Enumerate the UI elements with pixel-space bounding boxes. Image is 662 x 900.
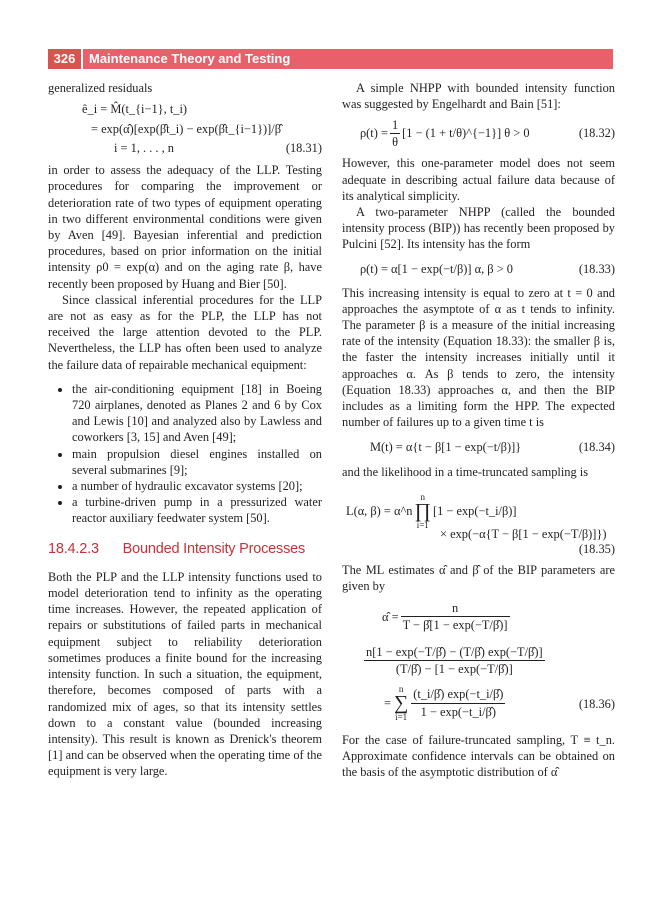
paragraph: For the case of failure-truncated sampling, T ≡ t_n. Approximate confidence intervals can be obtained on the basis of the asymptotic distribution of α̂ [342, 733, 615, 780]
list-item: • a turbine-driven pump in a pressurized water reactor auxiliary feedwater system [50]. [72, 494, 322, 526]
equation-number: (18.32) [578, 126, 615, 141]
fraction-denominator: 1 − exp(−t_i/β̂) [420, 704, 496, 719]
sum-lower-limit: i=1 [395, 712, 408, 723]
equation-line: ê_i = M̂(t_{i−1}, t_i) [82, 102, 188, 117]
equation-eq-sign: = [384, 695, 391, 710]
section-heading [48, 541, 322, 557]
fraction-denominator: T − β̂[1 − exp(−T/β̂)] [402, 618, 508, 633]
equation-body: ρ(t) = α[1 − exp(−t/β)] α, β > 0 [360, 261, 513, 276]
page-number: 326 [48, 49, 81, 69]
section-number: 18.4.2.3 [48, 540, 99, 557]
fraction [401, 600, 510, 633]
paragraph: However, this one-parameter model does not seem adequate in describing actual failure data because of its analytical simplicity. [342, 156, 615, 203]
list-item: • a number of hydraulic excavator systems [20]; [72, 478, 322, 494]
paragraph: The ML estimates α̂ and β̂ of the BIP parameters are given by [342, 562, 615, 593]
equation-rhs: [1 − (1 + t/θ)^{−1}] θ > 0 [402, 126, 530, 141]
paragraph: Since classical inferential procedures for the LLP are not as easy as for the PLP, the LLP has not received the large attention devoted to the PLP. Nevertheless, the LLP has often been used to analyze the failure data of repairable mechanical equipment: [48, 292, 322, 372]
running-title: Maintenance Theory and Testing [83, 49, 613, 69]
sum-symbol: ∑ [394, 692, 409, 715]
left-column [48, 80, 322, 780]
fraction-numerator: (t_i/β̂) exp(−t_i/β̂) [411, 686, 505, 703]
equation-rhs: [1 − exp(−t_i/β)] [432, 503, 517, 518]
equation-18-35 [342, 486, 615, 556]
equation-lhs: L(α, β) = α^n [346, 503, 413, 518]
right-column [342, 80, 615, 781]
fraction [364, 644, 545, 677]
fraction-denominator: θ [392, 134, 399, 149]
equation-lhs: ρ(t) = [360, 126, 388, 141]
equation-number: (18.31) [285, 141, 322, 156]
equation-18-32 [342, 115, 615, 151]
equation-line-numbered [48, 140, 322, 156]
fraction-numerator: n[1 − exp(−T/β̂) − (T/β̂) exp(−T/β̂)] [364, 644, 545, 661]
paragraph: A simple NHPP with bounded intensity function was suggested by Engelhardt and Bain [51]: [342, 81, 615, 112]
paragraph: and the likelihood in a time-truncated sampling is [342, 465, 589, 480]
fraction-numerator: 1 [390, 117, 400, 134]
equation-lhs: α̂ = [382, 609, 399, 624]
equation-18-33 [342, 261, 615, 277]
paragraph: in order to assess the adequacy of the LLP. Testing procedures for comparing the improvement or deterioration rate of two types of equipment operating in two different environmental conditions were given by Aven [49]. Bayesian inferential and prediction procedures, based on prior information on the initial intensity ρ0 = exp(α) and on the aging rate β, have recently been proposed by Huang and Bier [50]. [48, 163, 322, 291]
equation-number: (18.35) [578, 541, 615, 556]
equation-number: (18.36) [578, 697, 615, 712]
fraction [390, 117, 400, 150]
paragraph: This increasing intensity is equal to zero at t = 0 and approaches the asymptote of α as t tends to infinity. The parameter β is a measure of the initial increasing rate of the intensity (Equation 18.33): the smaller β is, the faster the intensity increases initially until it approaches α. As β tends to zero, the intensity (Equation 18.33) approaches α, and then the BIP includes as a limiting form the HPP. The expected number of failures up to a given time t is [342, 285, 615, 430]
product-operator [415, 492, 431, 530]
running-header [48, 49, 613, 69]
product-lower-limit: i=1 [416, 519, 429, 530]
equation-body: M(t) = α{t − β[1 − exp(−t/β)]} [370, 440, 522, 455]
equation-18-31 [48, 101, 322, 156]
equation-line: × exp(−α{T − β[1 − exp(−T/β)]}) [440, 526, 607, 541]
fraction-denominator: (T/β̂) − [1 − exp(−T/β̂)] [395, 662, 513, 677]
equation-18-34 [342, 439, 615, 455]
bullet-list [48, 381, 322, 527]
paragraph: generalized residuals [48, 81, 153, 95]
equation-number: (18.33) [578, 261, 615, 276]
section-title: Bounded Intensity Processes [122, 540, 306, 557]
product-upper-limit: n [420, 491, 425, 502]
paragraph: A two-parameter NHPP (called the bounded intensity process (BIP)) has recently been proposed by Pulcini [52]. Its intensity has the form [342, 205, 615, 252]
fraction-numerator: n [401, 600, 510, 617]
equation-18-36 [342, 596, 615, 728]
equation-index: i = 1, . . . , n [114, 141, 174, 156]
fraction [411, 686, 505, 719]
paragraph: Both the PLP and the LLP intensity functions used to model deterioration tend to infinity as the operating time increases. However, the repeated application of repairs or substitutions of failed parts in mechanical equipment subject to reliability deterioration sometimes produces a finite bound for the increasing intensity function. In such a situation, the equipment, therefore, becomes composed of parts with a randomized mix of ages, so that its intensity settles down to a constant value (bounded increasing intensity). This result is known as Drenick's theorem [1] and can be observed when the operating time of the equipment is very large. [48, 569, 322, 779]
equation-line: = exp(α̂)[exp(β̂t_i) − exp(β̂t_{i−1})]/β̂ [91, 122, 282, 137]
equation-number: (18.34) [578, 440, 615, 455]
list-item: • the air-conditioning equipment [18] in Boeing 720 airplanes, denoted as Planes 2 and 6 by Cox and Lewis [10] and analyzed also by Lawless and coworkers [3, 15] and Aven [49]; [72, 381, 322, 446]
list-item: • main propulsion diesel engines installed on several submarines [9]; [72, 446, 322, 478]
sum-operator [394, 684, 408, 722]
sum-upper-limit: n [398, 684, 404, 695]
product-symbol: ∏ [414, 499, 431, 522]
